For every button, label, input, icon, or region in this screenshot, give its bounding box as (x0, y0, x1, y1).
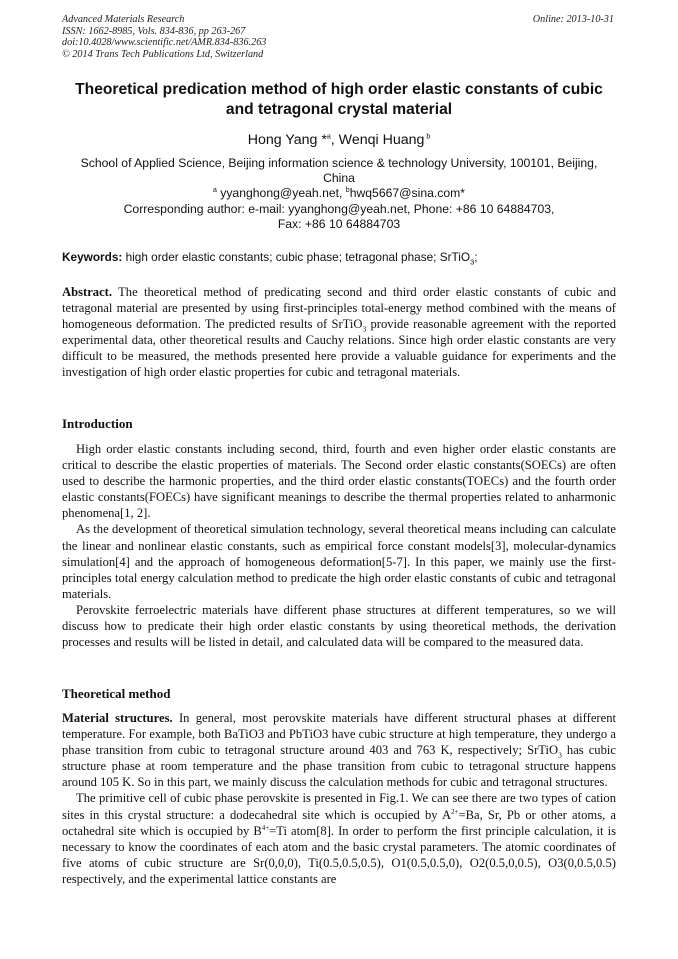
keywords-text: high order elastic constants; cubic phase; tetragonal phase; SrTiO (122, 250, 471, 264)
paper-title (40, 80, 638, 120)
author-1: Hong Yang * (247, 132, 327, 148)
affiliation-line-1: School of Applied Science, Beijing information science & technology University, 100101, Beijing, (80, 156, 598, 170)
intro-paragraph-2: As the development of theoretical simulation technology, several theoretical means including can calculate the linear and nonlinear elastic constants, such as empirical force constant models[3], molecular-dynamics simulation[4] and the approach of homogeneous deformation[5-7]. In this paper, we mainly use the first-principles total energy calculation method to predicate the high order elastic constants of cubic and tetragonal materials. (62, 522, 616, 601)
keywords-line: Keywords: high order elastic constants; cubic phase; tetragonal phase; SrTiO$_3$; (62, 250, 478, 267)
introduction-body (62, 441, 616, 650)
abstract-paragraph: Abstract. The theoretical method of predicating second and third order elastic constants of cubic and tetragonal material are presented by using first-principles total-energy method combined with the means of homogeneous deformation. The predicted results of SrTiO$_3$ provide reasonable agreement with the reported experimental data, other theoretical results and Cauchy relations. Since high order elastic constants are very difficult to be measured, the methods presented here provide a valuable guidance for experiments and the investigation of high order elastic properties for cubic and tetragonal materials. (62, 285, 616, 380)
journal-header (62, 14, 266, 60)
affiliation-block (50, 156, 628, 232)
author-2-affil-mark: b (426, 133, 431, 141)
keywords-label: Keywords: (62, 250, 123, 264)
section-heading-theoretical-method: Theoretical method (62, 686, 171, 701)
method-paragraph-2: The primitive cell of cubic phase perovskite is presented in Fig.1. We can see there are two types of cation sites in this crystal structure: a dodecahedral site which is occupied by $A^{2+}=Ba$, Sr, Pb or other atoms, a octahedral site which is occupied by $B^{4+}=Ti$ atom[8]. In order to perform the first principle calculation, it is necessary to know the coordinates of each atom and the basic crystal parameters. The atomic coordinates of five atoms of cubic structure are Sr(0,0,0), Ti(0.5,0.5,0.5), O1(0.5,0.5,0), O2(0.5,0,0.5), O3(0,0.5,0.5) respectively, and the experimental lattice constants are (62, 791, 616, 886)
email-line: $^a$ yyanghong@yeah.net, $^b$hwq5667@sina.com* (212, 186, 466, 201)
email-b-link[interactable]: hwq5667@sina.com* (349, 186, 466, 201)
title-line-2: and tetragonal crystal material (225, 101, 453, 118)
author-list (40, 131, 638, 149)
affiliation-line-2: China (323, 171, 355, 186)
online-date: Online: 2013-10-31 (532, 14, 614, 25)
title-line-1: Theoretical predication method of high order elastic constants of cubic (75, 81, 603, 98)
doi-line: doi:10.4028/www.scientific.net/AMR.834-836.263 (62, 37, 267, 49)
issn-line: ISSN: 1662-8985, Vols. 834-836, pp 263-267 (62, 25, 246, 37)
abstract-label: Abstract. (62, 285, 113, 299)
author-2: , Wenqi Huang (330, 132, 425, 148)
email-a-link[interactable]: yyanghong@yeah.net, (216, 186, 346, 201)
method-body (62, 710, 616, 887)
corresponding-author-line: Corresponding author: e-mail: yyanghong@yeah.net, Phone: +86 10 64884703, (123, 201, 555, 216)
intro-paragraph-3: Perovskite ferroelectric materials have different phase structures at different temperatures, so we will discuss how to predicate their high order elastic constants by using theoretical methods, the derivation processes and results will be listed in detail, and calculated data will be compared to the measured data. (62, 602, 616, 650)
method-paragraph-1: Material structures. In general, most perovskite materials have different structural phases at different temperature. For example, both BaTiO3 and PbTiO3 have cubic structure at high temperature, they undergo a phase transition from cubic to tetragonal structure around 403 and 763 K, respectively; SrTiO$_3$ has cubic structure phase at room temperature and the phase transition from cubic to tetragonal structure happens around 105 K. So in this part, we mainly discuss the calculation methods for cubic and tetragonal structures. (62, 711, 616, 790)
intro-paragraph-1: High order elastic constants including second, third, fourth and even higher order elastic constants are critical to describe the elastic properties of materials. The Second order elastic constants(SOECs) are often used to describe the harmonic properties, and the third order elastic constants(TOECs) and the fourth order elastic constants(FOECs) have significant meanings to describe the thermal properties related to anharmonic phenomena[1, 2]. (62, 442, 616, 521)
material-structures-label: Material structures. (62, 711, 173, 725)
author-1-affil-mark: a (326, 133, 331, 141)
copyright-line: © 2014 Trans Tech Publications Ltd, Switzerland (62, 48, 264, 60)
section-heading-introduction: Introduction (62, 416, 133, 431)
journal-name: Advanced Materials Research (62, 14, 185, 25)
fax-line: Fax: +86 10 64884703 (277, 216, 401, 231)
